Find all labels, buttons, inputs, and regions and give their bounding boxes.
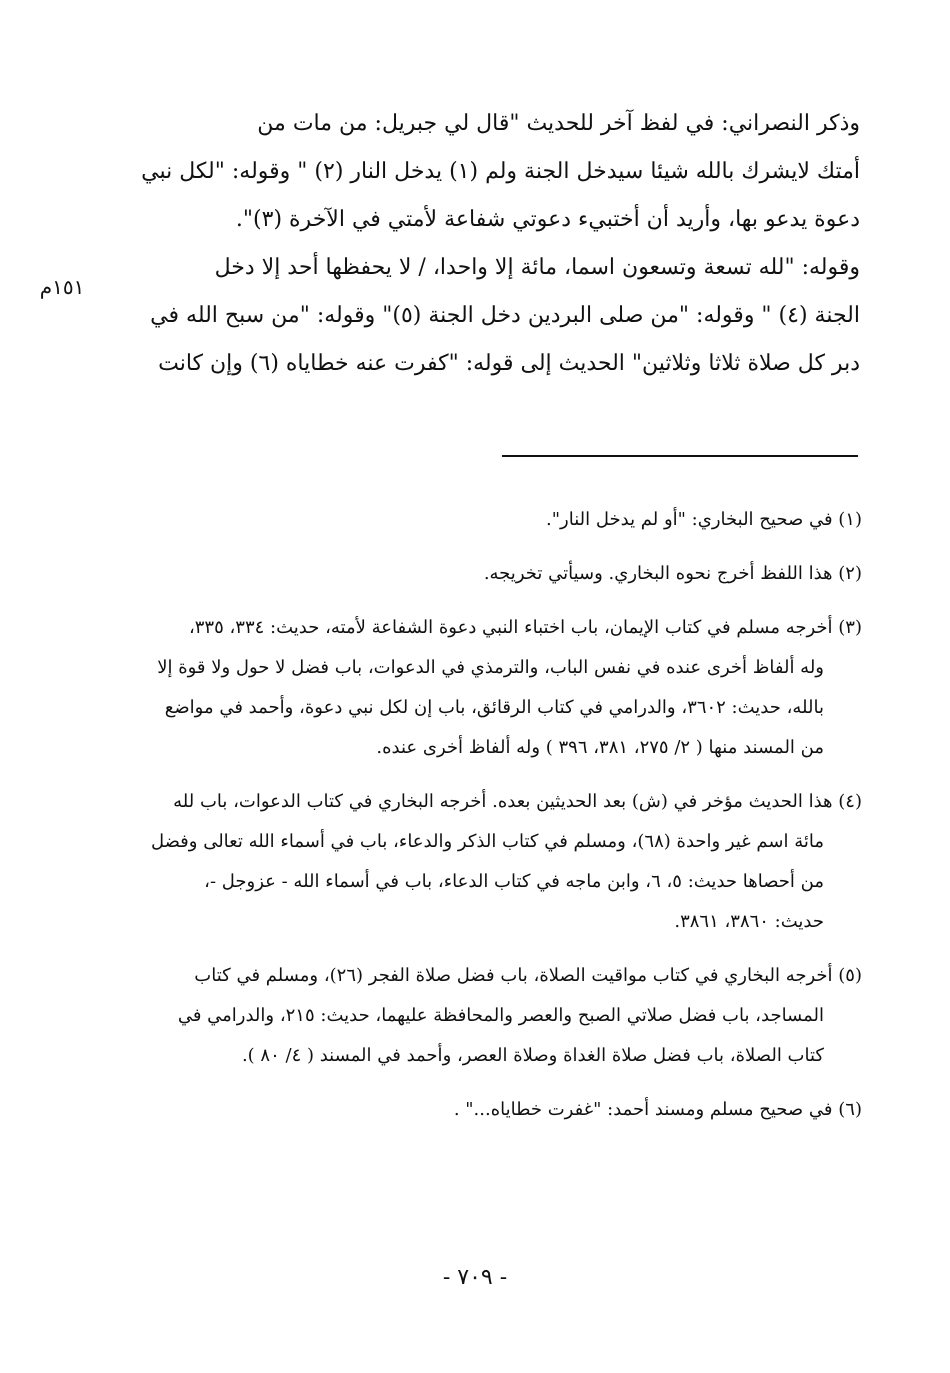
footnote-line: من المسند منها ( ٢/ ٢٧٥، ٣٨١، ٣٩٦ ) وله ألفاظ أخرى عنده. [376, 737, 824, 758]
main-text-line: وقوله: "لله تسعة وتسعون اسما، مائة إلا واحدا، / لا يحفظها أحد إلا دخل [214, 255, 860, 280]
footnote-separator-rule [502, 455, 858, 457]
footnote-4 [112, 782, 862, 942]
footnote-line: كتاب الصلاة، باب فضل صلاة الغداة وصلاة العصر، وأحمد في المسند ( ٤/ ٨٠ ). [241, 1045, 824, 1066]
main-text-line: دبر كل صلاة ثلاثا وثلاثين" الحديث إلى قوله: "كفرت عنه خطاياه (٦) وإن كانت [158, 351, 860, 376]
footnote-5 [112, 956, 862, 1076]
main-text-line: الجنة (٤) " وقوله: "من صلى البردين دخل الجنة (٥)" وقوله: "من سبح الله في [150, 303, 860, 328]
footnote-line: حديث: ٣٨٦٠، ٣٨٦١. [674, 911, 824, 932]
footnote-line: المساجد، باب فضل صلاتي الصبح والعصر والمحافظة عليهما، حديث: ٢١٥، والدرامي في [177, 1005, 824, 1026]
footnote-6 [112, 1090, 862, 1130]
page-number: - ٧٠٩ - [442, 1265, 508, 1290]
footnote-line: من أحصاها حديث: ٥، ٦، وابن ماجه في كتاب الدعاء، باب في أسماء الله - عزوجل -، [204, 871, 824, 892]
footnotes-section [112, 500, 862, 1144]
footnote-1 [112, 500, 862, 540]
footnote-line: (٢) هذا اللفظ أخرج نحوه البخاري. وسيأتي تخريجه. [483, 563, 862, 584]
main-text-block [118, 100, 860, 388]
margin-manuscript-folio: ١٥١م [39, 275, 85, 299]
footnote-line: (٣) أخرجه مسلم في كتاب الإيمان، باب اختباء النبي دعوة الشفاعة لأمته، حديث: ٣٣٤، ٣٣٥، [188, 617, 862, 638]
footnote-line: (١) في صحيح البخاري: "أو لم يدخل النار". [546, 509, 862, 530]
footnote-line: مائة اسم غير واحدة (٦٨)، ومسلم في كتاب الذكر والدعاء، باب في أسماء الله تعالى وفضل [150, 831, 824, 852]
footnote-line: (٤) هذا الحديث مؤخر في (ش) بعد الحديثين بعده. أخرجه البخاري في كتاب الدعوات، باب لله [173, 791, 862, 812]
main-text-line: وذكر النصراني: في لفظ آخر للحديث "قال لي جبريل: من مات من [257, 111, 860, 136]
footnote-3 [112, 608, 862, 768]
footnote-line: بالله، حديث: ٣٦٠٢، والدرامي في كتاب الرقائق، باب إن لكل نبي دعوة، وأحمد في مواضع [164, 697, 824, 718]
main-text-line: دعوة يدعو بها، وأريد أن أختبيء دعوتي شفاعة لأمتي في الآخرة (٣)". [235, 207, 860, 232]
footnote-line: (٦) في صحيح مسلم ومسند أحمد: "غفرت خطاياه..." . [453, 1099, 862, 1120]
footnote-line: وله ألفاظ أخرى عنده في نفس الباب، والترمذي في الدعوات، باب فضل لا حول ولا قوة إلا [157, 657, 824, 678]
main-text-line: أمتك لايشرك بالله شيئا سيدخل الجنة ولم (١) يدخل النار (٢) " وقوله: "لكل نبي [141, 159, 860, 184]
footnote-line: (٥) أخرجه البخاري في كتاب مواقيت الصلاة، باب فضل صلاة الفجر (٢٦)، ومسلم في كتاب [194, 965, 862, 986]
footnote-2 [112, 554, 862, 594]
